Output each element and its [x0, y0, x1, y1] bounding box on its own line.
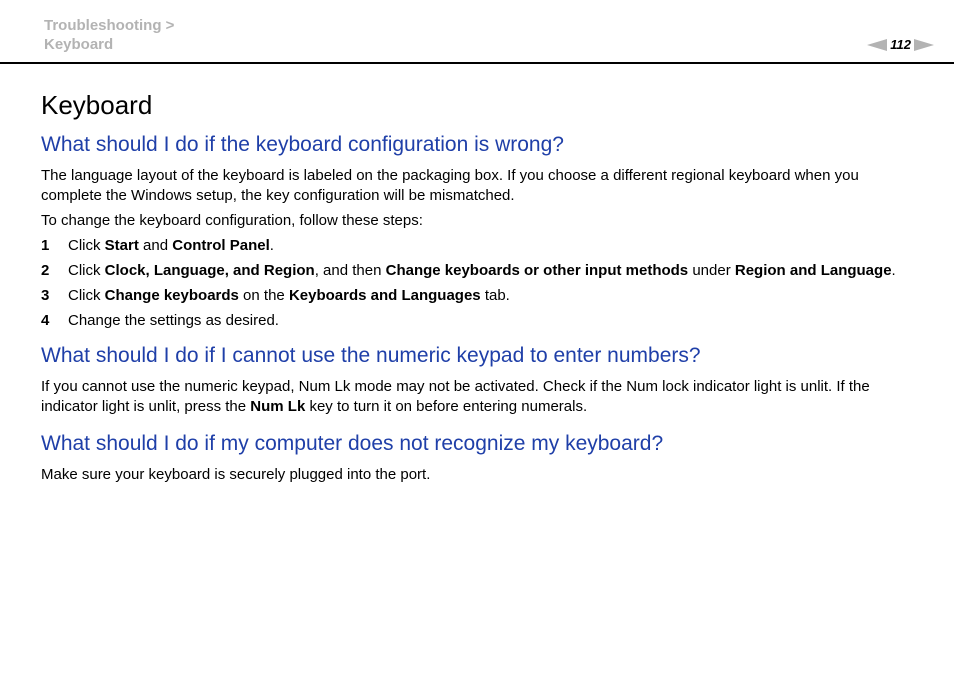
next-page-arrow-icon[interactable] — [914, 39, 934, 51]
section-heading-keyboard-configuration: What should I do if the keyboard configuration is wrong? — [41, 133, 564, 156]
step-item — [41, 261, 921, 281]
header-divider — [0, 62, 954, 64]
page-content — [41, 88, 921, 490]
page-number: 112 — [890, 37, 911, 52]
page-title: Keyboard — [41, 90, 153, 120]
breadcrumb-parent[interactable]: Troubleshooting > — [44, 17, 175, 34]
step-item — [41, 311, 921, 331]
step-number: 2 — [41, 262, 50, 279]
step-item — [41, 236, 921, 256]
step-text: Change the settings as desired. — [68, 312, 279, 329]
pager — [867, 37, 934, 52]
step-number: 3 — [41, 287, 50, 304]
previous-page-arrow-icon[interactable] — [867, 39, 887, 51]
step-number: 1 — [41, 237, 50, 254]
steps-list — [41, 236, 921, 331]
paragraph-layout-info: The language layout of the keyboard is labeled on the packaging box. If you choose a different regional keyboard when you complete the Windows setup, the key configuration will be mismatched. — [41, 167, 859, 204]
step-text: Click Start and Control Panel. — [68, 237, 274, 254]
paragraph-plug-in: Make sure your keyboard is securely plugged into the port. — [41, 466, 431, 483]
breadcrumb — [44, 16, 174, 54]
section-heading-numeric-keypad: What should I do if I cannot use the numeric keypad to enter numbers? — [41, 344, 701, 367]
step-item — [41, 286, 921, 306]
step-text: Click Change keyboards on the Keyboards and Languages tab. — [68, 287, 510, 304]
step-text: Click Clock, Language, and Region, and then Change keyboards or other input methods under Region and Language. — [68, 262, 896, 279]
section-heading-keyboard-not-recognized: What should I do if my computer does not recognize my keyboard? — [41, 432, 664, 455]
paragraph-num-lock: If you cannot use the numeric keypad, Num Lk mode may not be activated. Check if the Num lock indicator light is unlit. If the indicator light is unlit, press the Num Lk key to turn it on before entering numerals. — [41, 378, 870, 415]
paragraph-steps-intro: To change the keyboard configuration, follow these steps: — [41, 212, 423, 229]
step-number: 4 — [41, 312, 50, 329]
breadcrumb-current[interactable]: Keyboard — [44, 36, 114, 53]
